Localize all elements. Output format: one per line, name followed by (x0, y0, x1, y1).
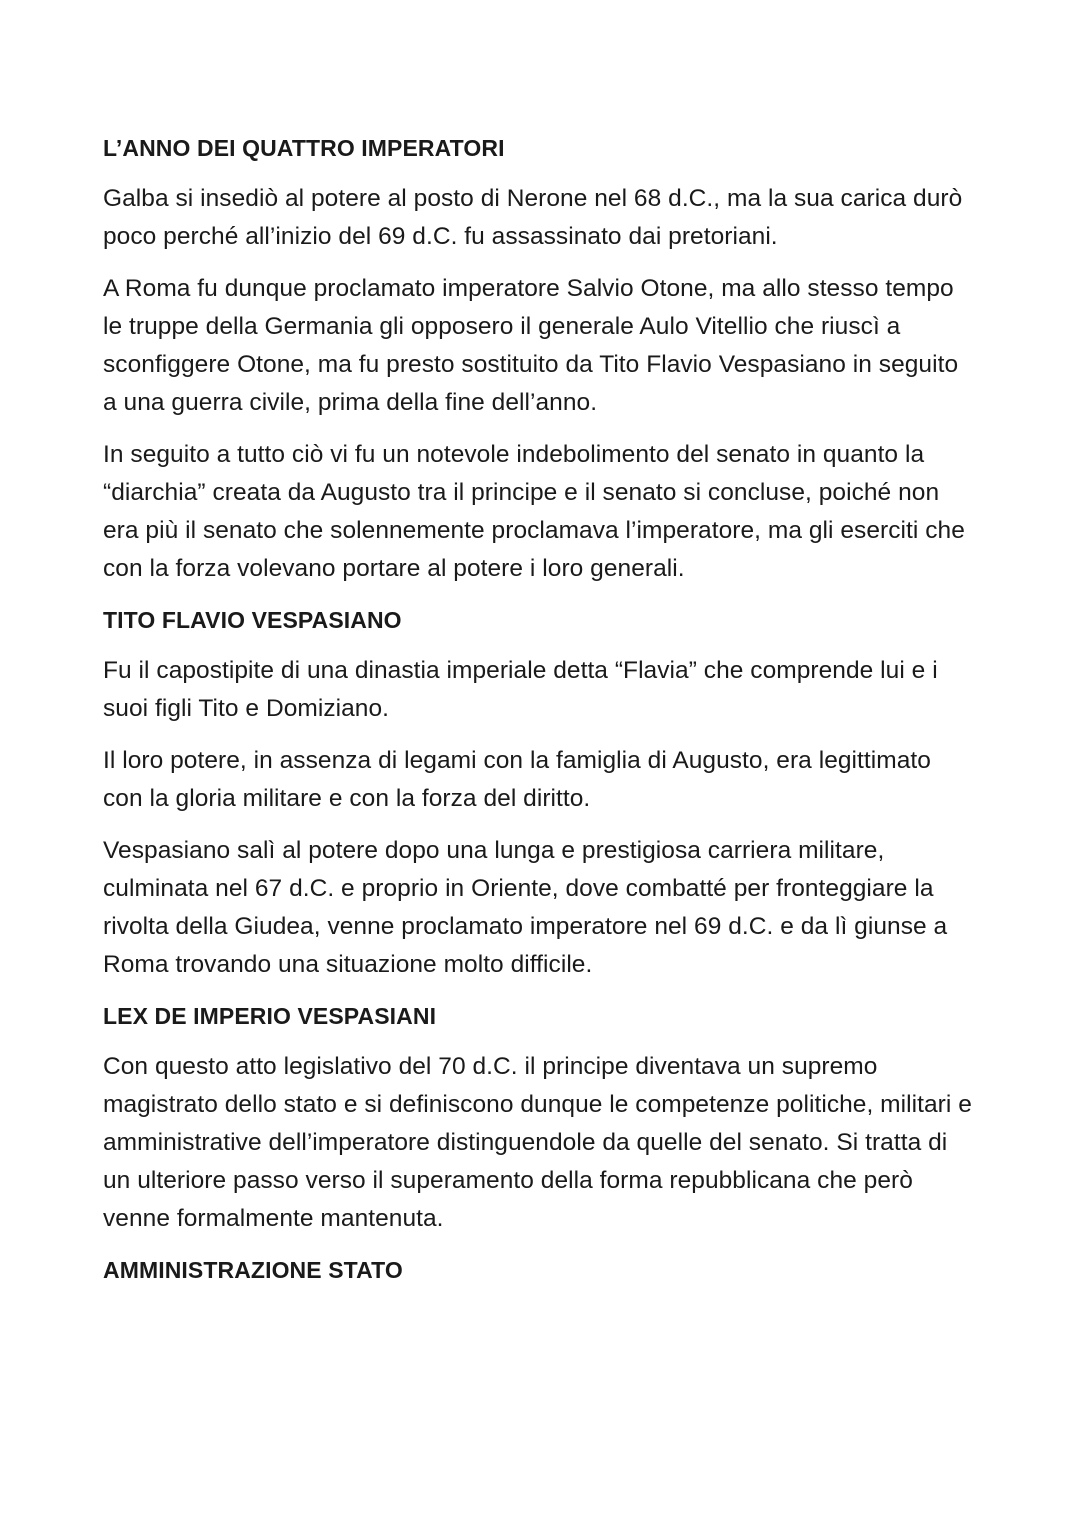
section-heading: L’ANNO DEI QUATTRO IMPERATORI (103, 135, 505, 161)
section-heading: LEX DE IMPERIO VESPASIANI (103, 1003, 437, 1029)
section-heading: AMMINISTRAZIONE STATO (103, 1257, 403, 1283)
paragraph: Con questo atto legislativo del 70 d.C. il principe diventava un supremo magistrato dello stato e si definiscono dunque le competenze politiche, militari e amministrative dell’imperatore distinguendole da quelle del senato. Si tratta di un ulteriore passo verso il superamento della forma repubblicana che però venne formalmente mantenuta. (103, 1053, 972, 1232)
document-body (103, 130, 973, 1302)
paragraph: Vespasiano salì al potere dopo una lunga e prestigiosa carriera militare, culminata nel 67 d.C. e proprio in Oriente, dove combatté per fronteggiare la rivolta della Giudea, venne proclamato imperatore nel 69 d.C. e da lì giunse a Roma trovando una situazione molto difficile. (103, 837, 948, 978)
section-heading: TITO FLAVIO VESPASIANO (103, 607, 402, 633)
paragraph: Il loro potere, in assenza di legami con la famiglia di Augusto, era legittimato con la gloria militare e con la forza del diritto. (103, 747, 931, 812)
paragraph: Galba si insediò al potere al posto di Nerone nel 68 d.C., ma la sua carica durò poco perché all’inizio del 69 d.C. fu assassinato dai pretoriani. (103, 185, 963, 250)
paragraph: Fu il capostipite di una dinastia imperiale detta “Flavia” che comprende lui e i suoi figli Tito e Domiziano. (103, 657, 938, 722)
paragraph: A Roma fu dunque proclamato imperatore Salvio Otone, ma allo stesso tempo le truppe della Germania gli opposero il generale Aulo Vitellio che riuscì a sconfiggere Otone, ma fu presto sostituito da Tito Flavio Vespasiano in seguito a una guerra civile, prima della fine dell’anno. (103, 275, 959, 416)
paragraph: In seguito a tutto ciò vi fu un notevole indebolimento del senato in quanto la “diarchia” creata da Augusto tra il principe e il senato si concluse, poiché non era più il senato che solennemente proclamava l’imperatore, ma gli eserciti che con la forza volevano portare al potere i loro generali. (103, 441, 965, 582)
